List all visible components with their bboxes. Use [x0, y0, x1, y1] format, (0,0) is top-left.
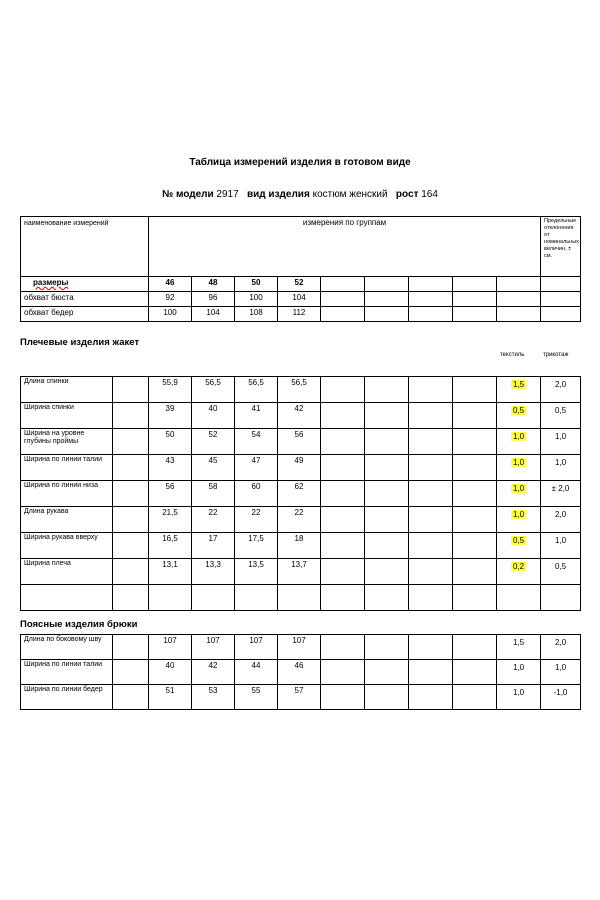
table-row — [21, 403, 581, 429]
table-row — [21, 559, 581, 585]
value-cell: 42 — [278, 403, 321, 429]
type-value: костюм женский — [312, 189, 388, 200]
row-label: обхват бюста — [21, 292, 149, 307]
page-title: Таблица измерений изделия в готовом виде — [189, 157, 411, 168]
empty-row — [21, 585, 581, 611]
value-cell: 107 — [278, 635, 321, 660]
value-cell: 52 — [192, 429, 235, 455]
value-cell: 18 — [278, 533, 321, 559]
sizes-row — [21, 277, 581, 292]
value-cell: 104 — [192, 307, 235, 322]
value-cell: 40 — [149, 660, 192, 685]
knit-tolerance: 2,0 — [541, 507, 581, 533]
row-label: обхват бедер — [21, 307, 149, 322]
value-cell: 56,5 — [278, 377, 321, 403]
value-cell: 42 — [192, 660, 235, 685]
table-row — [21, 685, 581, 710]
groups-col-header: измерения по группам — [149, 217, 541, 277]
textile-tolerance: 1,0 — [497, 481, 541, 507]
value-cell: 40 — [192, 403, 235, 429]
table-row — [21, 377, 581, 403]
name-col-header: наименование измерений — [21, 217, 149, 277]
value-cell: 108 — [235, 307, 278, 322]
value-cell: 96 — [192, 292, 235, 307]
value-cell: 22 — [235, 507, 278, 533]
table-row — [21, 481, 581, 507]
row-label: Ширина по линии низа — [21, 481, 113, 507]
knit-tolerance: 0,5 — [541, 559, 581, 585]
sizes-label: размеры — [21, 277, 149, 292]
row-label: Длина по боковому шву — [21, 635, 113, 660]
value-cell: 100 — [149, 307, 192, 322]
textile-tolerance: 1,0 — [497, 507, 541, 533]
size-cell: 50 — [235, 277, 278, 292]
model-value: 2917 — [216, 189, 239, 200]
value-cell: 43 — [149, 455, 192, 481]
height-label: рост — [395, 189, 419, 200]
value-cell: 57 — [278, 685, 321, 710]
knit-tolerance: 1,0 — [541, 533, 581, 559]
row-label: Ширина по линии талии — [21, 660, 113, 685]
jacket-table — [20, 376, 581, 611]
value-cell: 53 — [192, 685, 235, 710]
knit-tolerance: 1,0 — [541, 660, 581, 685]
value-cell: 60 — [235, 481, 278, 507]
jacket-section-title: Плечевые изделия жакет — [20, 337, 140, 348]
pants-table — [20, 634, 581, 710]
header-table — [20, 216, 581, 322]
value-cell: 13,3 — [192, 559, 235, 585]
value-cell: 17 — [192, 533, 235, 559]
value-cell: 22 — [278, 507, 321, 533]
value-cell: 13,1 — [149, 559, 192, 585]
value-cell: 58 — [192, 481, 235, 507]
value-cell: 112 — [278, 307, 321, 322]
knit-tolerance: 0,5 — [541, 403, 581, 429]
textile-tolerance: 1,0 — [497, 455, 541, 481]
value-cell: 100 — [235, 292, 278, 307]
row-label: Ширина плеча — [21, 559, 113, 585]
table-row — [21, 429, 581, 455]
knit-tolerance: 1,0 — [541, 429, 581, 455]
value-cell: 13,7 — [278, 559, 321, 585]
value-cell: 107 — [149, 635, 192, 660]
model-label: № модели — [162, 189, 214, 200]
type-label: вид изделия — [247, 189, 310, 200]
table-row — [21, 635, 581, 660]
textile-tolerance: 0,5 — [497, 403, 541, 429]
knit-tolerance: -1,0 — [541, 685, 581, 710]
row-label: Длина рукава — [21, 507, 113, 533]
value-cell: 44 — [235, 660, 278, 685]
row-label: Ширина по линии бедер — [21, 685, 113, 710]
size-cell: 46 — [149, 277, 192, 292]
value-cell: 55,9 — [149, 377, 192, 403]
value-cell: 49 — [278, 455, 321, 481]
table-row — [21, 307, 581, 322]
table-row — [21, 507, 581, 533]
value-cell: 39 — [149, 403, 192, 429]
value-cell: 46 — [278, 660, 321, 685]
value-cell: 56 — [278, 429, 321, 455]
size-cell: 52 — [278, 277, 321, 292]
value-cell: 50 — [149, 429, 192, 455]
value-cell: 22 — [192, 507, 235, 533]
value-cell: 107 — [235, 635, 278, 660]
knit-tolerance: 2,0 — [541, 377, 581, 403]
pants-section-title: Поясные изделия брюки — [20, 619, 138, 630]
value-cell: 21,5 — [149, 507, 192, 533]
value-cell: 55 — [235, 685, 278, 710]
value-cell: 56,5 — [192, 377, 235, 403]
knit-tolerance: ± 2,0 — [541, 481, 581, 507]
knit-tolerance: 1,0 — [541, 455, 581, 481]
row-label: Ширина рукава вверху — [21, 533, 113, 559]
value-cell: 47 — [235, 455, 278, 481]
deviation-col-header: Предельные отклонения от номинальных величин, ± см. — [541, 217, 581, 277]
model-info — [0, 189, 600, 200]
row-label: Длина спинки — [21, 377, 113, 403]
table-row — [21, 660, 581, 685]
value-cell: 54 — [235, 429, 278, 455]
value-cell: 56 — [149, 481, 192, 507]
textile-tolerance: 1,5 — [497, 635, 541, 660]
value-cell: 51 — [149, 685, 192, 710]
value-cell: 41 — [235, 403, 278, 429]
value-cell: 13,5 — [235, 559, 278, 585]
value-cell: 62 — [278, 481, 321, 507]
textile-tolerance: 0,5 — [497, 533, 541, 559]
textile-tolerance: 1,5 — [497, 377, 541, 403]
table-row — [21, 533, 581, 559]
knit-tolerance: 2,0 — [541, 635, 581, 660]
value-cell: 56,5 — [235, 377, 278, 403]
value-cell: 17,5 — [235, 533, 278, 559]
textile-tolerance: 1,0 — [497, 660, 541, 685]
value-cell: 16,5 — [149, 533, 192, 559]
textile-tolerance: 1,0 — [497, 685, 541, 710]
value-cell: 45 — [192, 455, 235, 481]
textile-tolerance: 1,0 — [497, 429, 541, 455]
value-cell: 104 — [278, 292, 321, 307]
table-row — [21, 292, 581, 307]
height-value: 164 — [421, 189, 438, 200]
knit-col-header: трикотаж — [543, 352, 569, 358]
value-cell: 107 — [192, 635, 235, 660]
value-cell: 92 — [149, 292, 192, 307]
row-label: Ширина по линии талии — [21, 455, 113, 481]
row-label: Ширина спинки — [21, 403, 113, 429]
table-row — [21, 455, 581, 481]
textile-tolerance: 0,2 — [497, 559, 541, 585]
row-label: Ширина на уровне глубины проймы — [21, 429, 113, 455]
size-cell: 48 — [192, 277, 235, 292]
textile-col-header: текстиль — [500, 352, 525, 358]
